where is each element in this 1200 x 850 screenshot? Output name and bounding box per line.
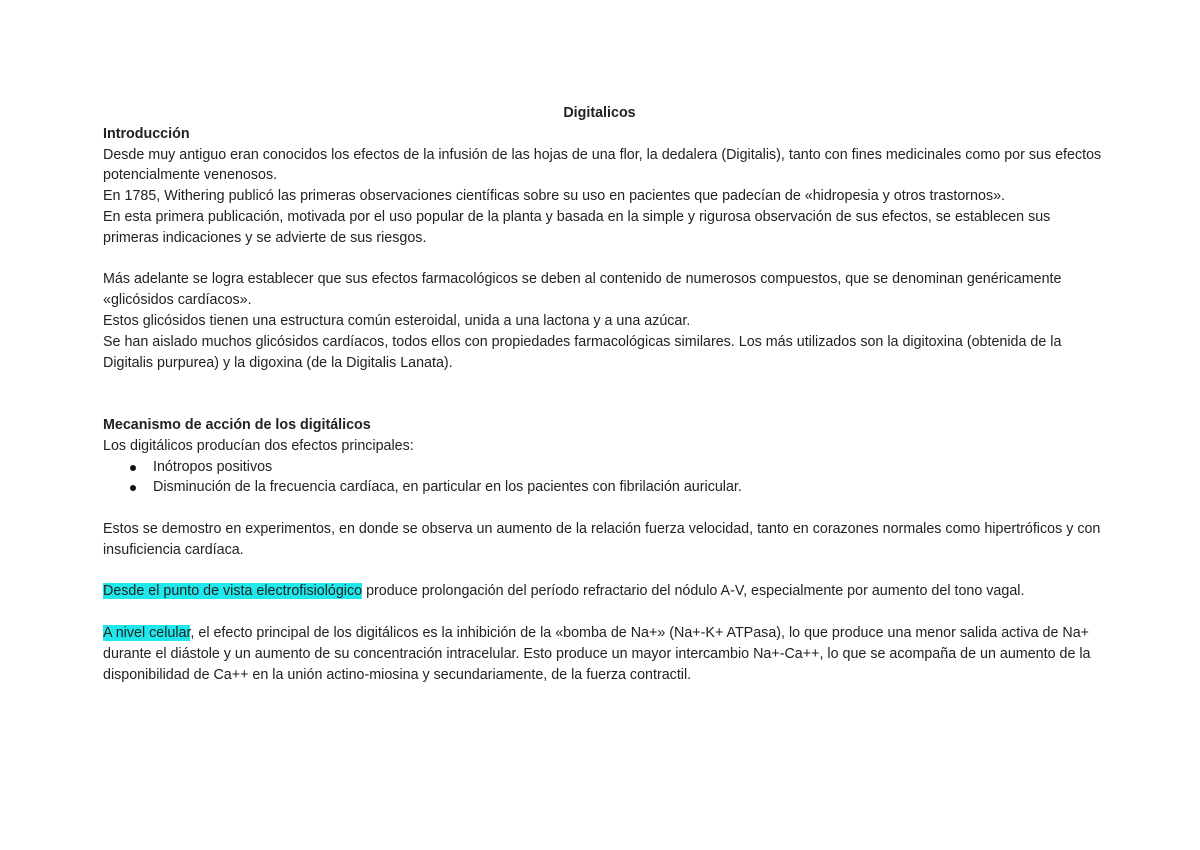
- paragraph: Estos glicósidos tienen una estructura común esteroidal, unida a una lactona y a una azúcar.: [103, 312, 691, 329]
- bullet-icon: [130, 485, 136, 491]
- blank-line: [103, 498, 1103, 519]
- list-item: [103, 457, 1103, 478]
- blank-line: [103, 394, 1103, 415]
- document-body: [103, 103, 1103, 685]
- list-item-text: Inótropos positivos: [153, 458, 273, 475]
- list-item-text: Disminución de la frecuencia cardíaca, en particular en los pacientes con fibrilación auricular.: [153, 479, 742, 496]
- blank-line: [103, 249, 1103, 270]
- paragraph: Se han aislado muchos glicósidos cardíacos, todos ellos con propiedades farmacológicas similares. Los más utilizados son la digitoxina (obtenida de la Digitalis purpurea) y la digoxina (de la Digitalis Lanata).: [103, 333, 1062, 371]
- highlighted-text: Desde el punto de vista electrofisiológico: [103, 583, 363, 600]
- paragraph: En 1785, Withering publicó las primeras observaciones científicas sobre su uso en pacientes que padecían de «hidropesia y otros trastornos».: [103, 188, 1006, 205]
- paragraph-text: produce prolongación del período refractario del nódulo A-V, especialmente por aumento del tono vagal.: [362, 583, 1025, 600]
- bullet-list: [103, 457, 1103, 499]
- highlighted-text: A nivel celular: [103, 624, 191, 641]
- section-heading-introduccion: Introducción: [103, 125, 190, 142]
- list-item: [103, 477, 1103, 498]
- paragraph: Los digitálicos producían dos efectos principales:: [103, 437, 414, 454]
- document-title: Digitalicos: [563, 105, 636, 121]
- blank-line: [103, 561, 1103, 582]
- paragraph: Más adelante se logra establecer que sus efectos farmacológicos se deben al contenido de numerosos compuestos, que se denominan genéricamente «glicósidos cardíacos».: [103, 271, 1062, 309]
- paragraph: En esta primera publicación, motivada por el uso popular de la planta y basada en la simple y rigurosa observación de sus efectos, se establecen sus primeras indicaciones y se advierte de sus riesgos.: [103, 208, 1051, 246]
- blank-line: [103, 373, 1103, 394]
- blank-line: [103, 602, 1103, 623]
- paragraph: [103, 581, 1103, 602]
- paragraph: [103, 623, 1103, 685]
- bullet-icon: [130, 465, 136, 471]
- paragraph: Estos se demostro en experimentos, en donde se observa un aumento de la relación fuerza velocidad, tanto en corazones normales como hipertróficos y con insuficiencia cardíaca.: [103, 520, 1101, 558]
- paragraph: Desde muy antiguo eran conocidos los efectos de la infusión de las hojas de una flor, la dedalera (Digitalis), tanto con fines medicinales como por sus efectos potencialmente venenosos.: [103, 146, 1102, 184]
- section-heading-mecanismo: Mecanismo de acción de los digitálicos: [103, 416, 371, 433]
- paragraph-text: , el efecto principal de los digitálicos es la inhibición de la «bomba de Na+» (Na+-K+ ATPasa), lo que produce una menor salida activa de Na+ durante el diástole y un aumento de su concentración intracelular. Esto produce un mayor intercambio Na+-Ca++, lo que se acompaña de un aumento de la disponibilidad de Ca++ en la unión actino-miosina y secundariamente, de la fuerza contractil.: [103, 624, 1091, 683]
